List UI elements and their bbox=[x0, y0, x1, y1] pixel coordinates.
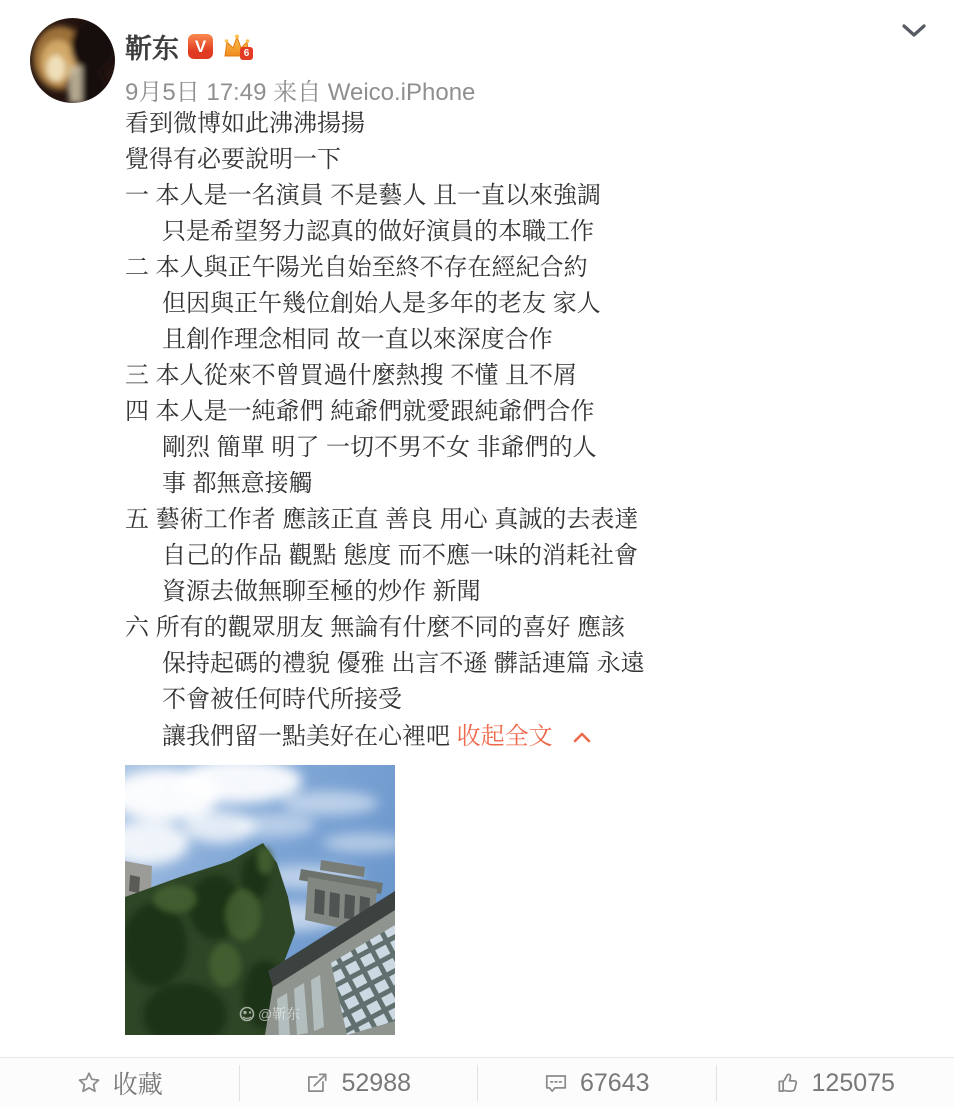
post-text-line: 看到微博如此沸沸揚揚 bbox=[125, 110, 365, 137]
post-text-line: 但因與正午幾位創始人是多年的老友 家人 bbox=[162, 290, 601, 317]
comment-button[interactable] bbox=[477, 1058, 716, 1108]
post-text-line: 自己的作品 觀點 態度 而不應一味的消耗社會 bbox=[162, 542, 639, 569]
avatar-image bbox=[30, 18, 115, 103]
favorite-button[interactable] bbox=[0, 1058, 239, 1108]
action-bar bbox=[0, 1057, 954, 1108]
member-crown-icon bbox=[222, 33, 253, 61]
post-text bbox=[125, 106, 705, 755]
post-text-line: 四 本人是一純爺們 純爺們就愛跟純爺們合作 bbox=[125, 398, 595, 425]
photo-watermark: @靳东 bbox=[258, 1006, 301, 1022]
post-text-line: 一 本人是一名演員 不是藝人 且一直以來強調 bbox=[125, 182, 602, 209]
post-text-line: 資源去做無聊至極的炒作 新聞 bbox=[162, 578, 481, 605]
like-count: 125075 bbox=[811, 1068, 895, 1097]
chevron-down-icon[interactable] bbox=[901, 22, 927, 40]
sky-building-photo bbox=[125, 765, 395, 1035]
post-text-line: 三 本人從來不曾買過什麼熱搜 不懂 且不屑 bbox=[125, 362, 578, 389]
thumbs-up-icon bbox=[775, 1070, 801, 1096]
user-header bbox=[125, 27, 253, 66]
post-text-line: 且創作理念相同 故一直以來深度合作 bbox=[162, 326, 553, 353]
star-icon bbox=[76, 1070, 102, 1096]
post-text-line: 六 所有的觀眾朋友 無論有什麼不同的喜好 應該 bbox=[125, 614, 626, 641]
favorite-label: 收藏 bbox=[112, 1071, 163, 1099]
avatar[interactable] bbox=[30, 18, 115, 103]
comment-count: 67643 bbox=[579, 1068, 650, 1097]
post-text-line: 事 都無意接觸 bbox=[162, 470, 313, 497]
post-text-line: 只是希望努力認真的做好演員的本職工作 bbox=[162, 218, 594, 245]
comment-icon bbox=[543, 1070, 569, 1096]
chevron-up-icon[interactable] bbox=[573, 718, 591, 754]
post-text-line: 剛烈 簡單 明了 一切不男不女 非爺們的人 bbox=[162, 434, 597, 461]
repost-count: 52988 bbox=[341, 1068, 412, 1097]
post-text-line: 讓我們留一點美好在心裡吧 bbox=[162, 723, 457, 750]
username[interactable]: 靳东 bbox=[125, 34, 179, 64]
post-text-line: 保持起碼的禮貌 優雅 出言不遜 髒話連篇 永遠 bbox=[162, 650, 645, 677]
verified-v-icon: V bbox=[188, 34, 213, 59]
member-level-badge: 6 bbox=[240, 47, 253, 60]
post-text-line: 覺得有必要說明一下 bbox=[125, 146, 341, 173]
like-button[interactable] bbox=[716, 1058, 954, 1108]
post-text-last-line bbox=[125, 718, 705, 755]
share-icon bbox=[304, 1070, 330, 1096]
post-text-line: 二 本人與正午陽光自始至終不存在經紀合約 bbox=[125, 254, 588, 281]
post-text-line: 不會被任何時代所接受 bbox=[162, 686, 402, 713]
post-text-line: 五 藝術工作者 應該正直 善良 用心 真誠的去表達 bbox=[125, 506, 639, 533]
repost-button[interactable] bbox=[239, 1058, 478, 1108]
collapse-full-text-link[interactable]: 收起全文 bbox=[456, 723, 553, 750]
timestamp: 9月5日 17:49 来自 Weico.iPhone bbox=[125, 79, 476, 106]
post-image[interactable] bbox=[125, 765, 395, 1035]
